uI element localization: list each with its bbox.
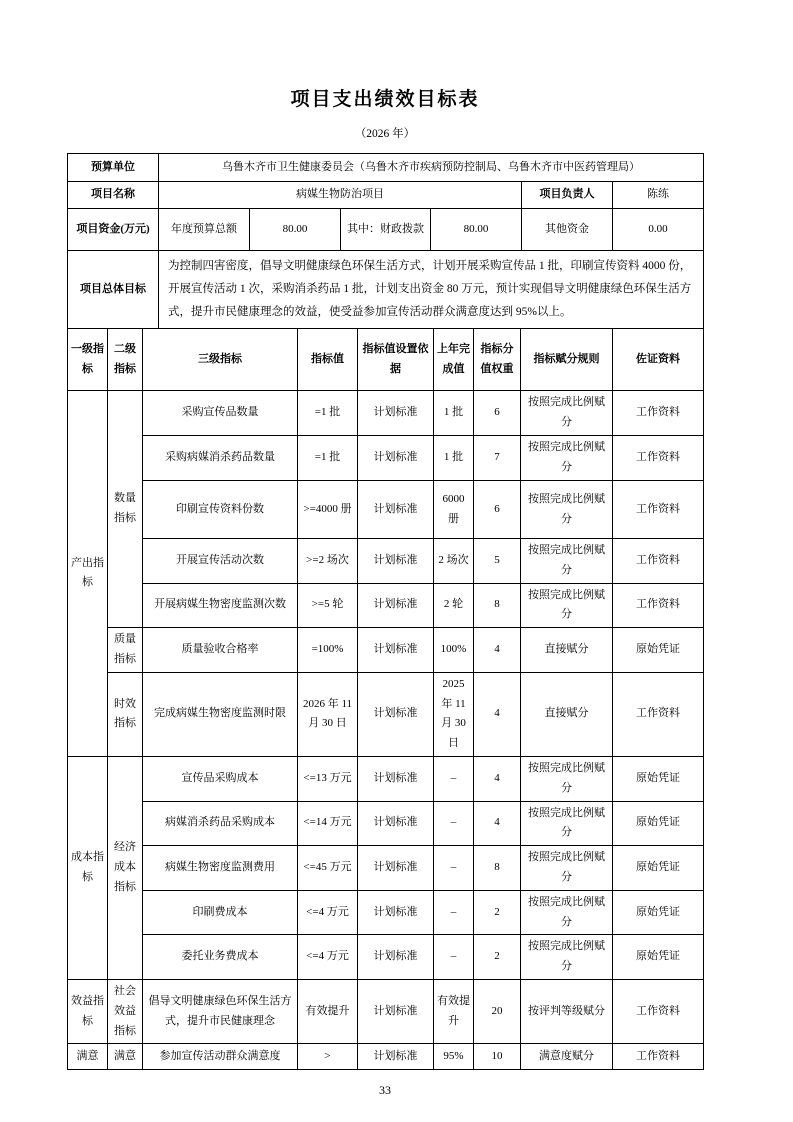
level3-indicator-cell: 宣传品采购成本 <box>143 756 298 801</box>
scoring-rule-cell: 按照完成比例赋分 <box>521 391 613 436</box>
indicator-row <box>68 583 704 628</box>
scoring-rule-cell: 按照完成比例赋分 <box>521 890 613 935</box>
overall-goal-row <box>68 251 704 329</box>
header-score-weight: 指标分值权重 <box>474 329 521 391</box>
target-value-cell: <=4 万元 <box>298 890 358 935</box>
evidence-cell: 原始凭证 <box>613 935 704 980</box>
level3-indicator-cell: 采购病媒消杀药品数量 <box>143 436 298 481</box>
page-title: 项目支出绩效目标表 <box>290 89 480 110</box>
annual-budget-label: 年度预算总额 <box>159 209 250 251</box>
prev-year-value-cell: – <box>434 890 474 935</box>
indicator-row <box>68 1044 704 1070</box>
header-evidence: 佐证资料 <box>613 329 704 391</box>
target-value-cell: <=45 万元 <box>298 846 358 891</box>
target-value-cell: =1 批 <box>298 391 358 436</box>
scoring-rule-cell: 按照完成比例赋分 <box>521 801 613 846</box>
evidence-cell: 工作资料 <box>613 672 704 756</box>
target-value-cell: 有效提升 <box>298 979 358 1043</box>
funds-label: 项目资金(万元) <box>68 209 159 251</box>
header-value-basis: 指标值设置依据 <box>358 329 434 391</box>
indicator-row <box>68 756 704 801</box>
scoring-rule-cell: 直接赋分 <box>521 628 613 673</box>
value-basis-cell: 计划标准 <box>358 391 434 436</box>
project-info-table <box>67 153 704 329</box>
score-weight-cell: 4 <box>474 801 521 846</box>
other-funds-value: 0.00 <box>613 209 704 251</box>
indicator-row <box>68 539 704 584</box>
score-weight-cell: 5 <box>474 539 521 584</box>
level1-indicator-cell: 成本指标 <box>68 756 108 979</box>
target-value-cell: <=14 万元 <box>298 801 358 846</box>
level2-indicator-cell: 时效指标 <box>108 672 143 756</box>
prev-year-value-cell: 100% <box>434 628 474 673</box>
scoring-rule-cell: 直接赋分 <box>521 672 613 756</box>
header-level1: 一级指标 <box>68 329 108 391</box>
target-value-cell: >=2 场次 <box>298 539 358 584</box>
header-level2: 二级指标 <box>108 329 143 391</box>
evidence-cell: 工作资料 <box>613 583 704 628</box>
other-funds-label: 其他资金 <box>522 209 613 251</box>
evidence-cell: 工作资料 <box>613 391 704 436</box>
evidence-cell: 原始凭证 <box>613 890 704 935</box>
score-weight-cell: 4 <box>474 756 521 801</box>
project-leader-label: 项目负责人 <box>522 182 613 209</box>
budget-unit-value: 乌鲁木齐市卫生健康委员会（乌鲁木齐市疾病预防控制局、乌鲁木齐市中医药管理局） <box>159 154 704 182</box>
score-weight-cell: 2 <box>474 890 521 935</box>
target-value-cell: <=13 万元 <box>298 756 358 801</box>
overall-goal-label: 项目总体目标 <box>68 251 159 329</box>
level3-indicator-cell: 委托业务费成本 <box>143 935 298 980</box>
fiscal-allocation-label: 其中：财政拨款 <box>341 209 431 251</box>
value-basis-cell: 计划标准 <box>358 583 434 628</box>
level3-indicator-cell: 印刷宣传资料份数 <box>143 481 298 539</box>
value-basis-cell: 计划标准 <box>358 801 434 846</box>
project-name-label: 项目名称 <box>68 182 159 209</box>
scoring-rule-cell: 按照完成比例赋分 <box>521 583 613 628</box>
evidence-cell: 原始凭证 <box>613 756 704 801</box>
level1-indicator-cell: 满意 <box>68 1044 108 1070</box>
level3-indicator-cell: 印刷费成本 <box>143 890 298 935</box>
score-weight-cell: 7 <box>474 436 521 481</box>
target-value-cell: >=4000 册 <box>298 481 358 539</box>
level2-indicator-cell: 满意 <box>108 1044 143 1070</box>
page-subtitle: （2026 年） <box>354 128 416 140</box>
project-name-value: 病媒生物防治项目 <box>159 182 522 209</box>
score-weight-cell: 10 <box>474 1044 521 1070</box>
page-number: 33 <box>379 1083 391 1098</box>
fiscal-allocation-value: 80.00 <box>431 209 522 251</box>
scoring-rule-cell: 按照完成比例赋分 <box>521 539 613 584</box>
header-prev-year-value: 上年完成值 <box>434 329 474 391</box>
prev-year-value-cell: – <box>434 756 474 801</box>
indicator-row <box>68 672 704 756</box>
target-value-cell: =1 批 <box>298 436 358 481</box>
level3-indicator-cell: 开展病媒生物密度监测次数 <box>143 583 298 628</box>
evidence-cell: 工作资料 <box>613 436 704 481</box>
target-value-cell: >=5 轮 <box>298 583 358 628</box>
scoring-rule-cell: 满意度赋分 <box>521 1044 613 1070</box>
value-basis-cell: 计划标准 <box>358 979 434 1043</box>
scoring-rule-cell: 按评判等级赋分 <box>521 979 613 1043</box>
score-weight-cell: 2 <box>474 935 521 980</box>
scoring-rule-cell: 按照完成比例赋分 <box>521 935 613 980</box>
level1-indicator-cell: 效益指标 <box>68 979 108 1043</box>
project-funds-row <box>68 209 704 251</box>
header-scoring-rule: 指标赋分规则 <box>521 329 613 391</box>
score-weight-cell: 6 <box>474 391 521 436</box>
indicator-row <box>68 628 704 673</box>
evidence-cell: 原始凭证 <box>613 801 704 846</box>
level1-indicator-cell: 产出指标 <box>68 391 108 757</box>
value-basis-cell: 计划标准 <box>358 628 434 673</box>
indicator-row <box>68 935 704 980</box>
evidence-cell: 原始凭证 <box>613 846 704 891</box>
level3-indicator-cell: 开展宣传活动次数 <box>143 539 298 584</box>
indicator-row <box>68 890 704 935</box>
level3-indicator-cell: 参加宣传活动群众满意度 <box>143 1044 298 1070</box>
level3-indicator-cell: 病媒消杀药品采购成本 <box>143 801 298 846</box>
target-value-cell: <=4 万元 <box>298 935 358 980</box>
header-target-value: 指标值 <box>298 329 358 391</box>
level2-indicator-cell: 质量指标 <box>108 628 143 673</box>
score-weight-cell: 8 <box>474 846 521 891</box>
budget-unit-row <box>68 154 704 182</box>
scoring-rule-cell: 按照完成比例赋分 <box>521 846 613 891</box>
prev-year-value-cell: – <box>434 846 474 891</box>
value-basis-cell: 计划标准 <box>358 481 434 539</box>
scoring-rule-cell: 按照完成比例赋分 <box>521 436 613 481</box>
level3-indicator-cell: 质量验收合格率 <box>143 628 298 673</box>
evidence-cell: 工作资料 <box>613 539 704 584</box>
project-name-row <box>68 182 704 209</box>
evidence-cell: 工作资料 <box>613 481 704 539</box>
score-weight-cell: 4 <box>474 628 521 673</box>
value-basis-cell: 计划标准 <box>358 756 434 801</box>
level3-indicator-cell: 完成病媒生物密度监测时限 <box>143 672 298 756</box>
target-value-cell: 2026 年 11 月 30 日 <box>298 672 358 756</box>
value-basis-cell: 计划标准 <box>358 672 434 756</box>
header-level3: 三级指标 <box>143 329 298 391</box>
prev-year-value-cell: – <box>434 801 474 846</box>
indicator-row <box>68 846 704 891</box>
prev-year-value-cell: 2 场次 <box>434 539 474 584</box>
value-basis-cell: 计划标准 <box>358 1044 434 1070</box>
score-weight-cell: 20 <box>474 979 521 1043</box>
score-weight-cell: 6 <box>474 481 521 539</box>
level3-indicator-cell: 病媒生物密度监测费用 <box>143 846 298 891</box>
overall-goal-text: 为控制四害密度，倡导文明健康绿色环保生活方式，计划开展采购宣传品 1 批，印刷宣传资料 4000 份，开展宣传活动 1 次，采购消杀药品 1 批，计划支出资金 80 万元，预计实现倡导文明健康绿色环保生活方式，提升市民健康理念的效益，使受益参加宣传活动群众满意度达到 95%以上。 <box>159 251 704 329</box>
value-basis-cell: 计划标准 <box>358 436 434 481</box>
value-basis-cell: 计划标准 <box>358 846 434 891</box>
indicator-row <box>68 801 704 846</box>
prev-year-value-cell: 95% <box>434 1044 474 1070</box>
prev-year-value-cell: 1 批 <box>434 391 474 436</box>
indicator-row <box>68 391 704 436</box>
evidence-cell: 工作资料 <box>613 1044 704 1070</box>
indicator-table-body <box>68 329 704 1070</box>
prev-year-value-cell: 2 轮 <box>434 583 474 628</box>
value-basis-cell: 计划标准 <box>358 935 434 980</box>
prev-year-value-cell: 6000 册 <box>434 481 474 539</box>
evidence-cell: 工作资料 <box>613 979 704 1043</box>
prev-year-value-cell: 有效提升 <box>434 979 474 1043</box>
level3-indicator-cell: 采购宣传品数量 <box>143 391 298 436</box>
value-basis-cell: 计划标准 <box>358 539 434 584</box>
indicator-row <box>68 979 704 1043</box>
scoring-rule-cell: 按照完成比例赋分 <box>521 756 613 801</box>
level2-indicator-cell: 数量指标 <box>108 391 143 628</box>
level3-indicator-cell: 倡导文明健康绿色环保生活方式，提升市民健康理念 <box>143 979 298 1043</box>
score-weight-cell: 4 <box>474 672 521 756</box>
indicator-row <box>68 436 704 481</box>
prev-year-value-cell: 1 批 <box>434 436 474 481</box>
value-basis-cell: 计划标准 <box>358 890 434 935</box>
level2-indicator-cell: 社会效益指标 <box>108 979 143 1043</box>
score-weight-cell: 8 <box>474 583 521 628</box>
indicator-row <box>68 481 704 539</box>
budget-unit-label: 预算单位 <box>68 154 159 182</box>
scoring-rule-cell: 按照完成比例赋分 <box>521 481 613 539</box>
indicator-table <box>67 328 704 1070</box>
project-leader-value: 陈练 <box>613 182 704 209</box>
prev-year-value-cell: 2025 年 11 月 30 日 <box>434 672 474 756</box>
target-value-cell: > <box>298 1044 358 1070</box>
evidence-cell: 原始凭证 <box>613 628 704 673</box>
prev-year-value-cell: – <box>434 935 474 980</box>
target-value-cell: =100% <box>298 628 358 673</box>
level2-indicator-cell: 经济成本指标 <box>108 756 143 979</box>
annual-budget-value: 80.00 <box>250 209 341 251</box>
indicator-header-row <box>68 329 704 391</box>
